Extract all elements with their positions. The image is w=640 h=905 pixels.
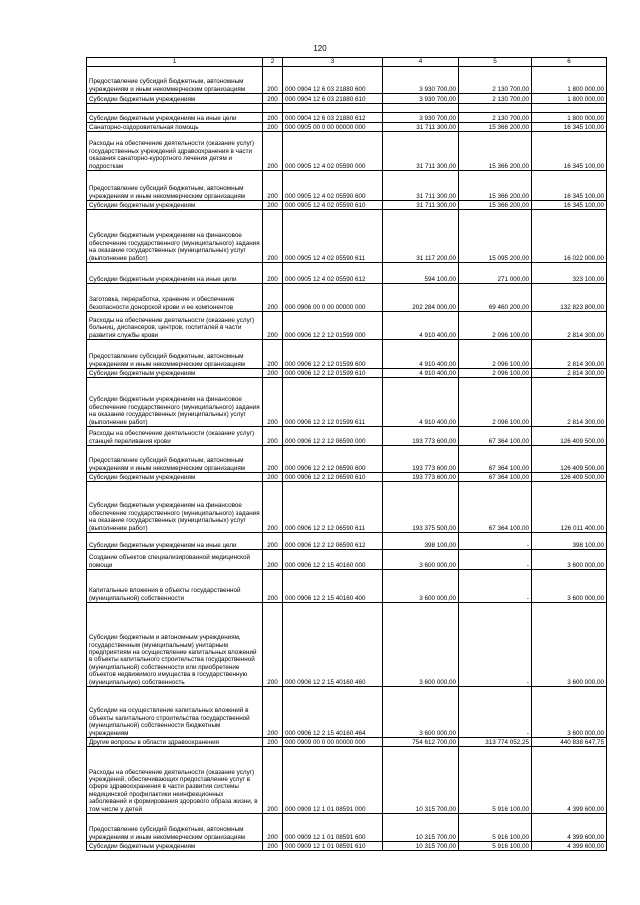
row-value-1: 3 930 700,00 xyxy=(383,94,459,104)
row-value-3: 16 345 100,00 xyxy=(532,201,607,210)
row-value-3: 398 100,00 xyxy=(532,533,607,550)
row-value-3: 323 100,00 xyxy=(532,263,607,284)
table-row xyxy=(87,132,607,171)
table-row xyxy=(87,533,607,550)
row-value-1: 4 910 400,00 xyxy=(383,369,459,378)
row-name: Субсидии на осуществление капитальных вложений в объекты капитального строительства государственной (муниципальной) собственности бюджетным учреждениям xyxy=(87,687,263,738)
table-row xyxy=(87,814,607,842)
row-name: Расходы на обеспечение деятельности (оказание услуг) учреждений, обеспечивающих предоставление услуг в сфере здравоохранения в части развития системы медицинской профилактики неинфекционных заболеваний и формирования здорового образа жизни, в том числе у детей xyxy=(87,747,263,814)
row-value-1: 193 773 600,00 xyxy=(383,473,459,482)
row-value-2: 67 364 100,00 xyxy=(459,446,532,473)
row-kbk: 000 0905 12 4 02 05590 600 xyxy=(283,171,383,201)
row-value-3: 126 409 500,00 xyxy=(532,446,607,473)
table-row xyxy=(87,482,607,533)
row-value-2 xyxy=(459,104,532,113)
row-name: Субсидии бюджетным учреждениям xyxy=(87,842,263,851)
row-value-1: 4 910 400,00 xyxy=(383,340,459,369)
row-kbk: 000 0906 12 2 12 06590 000 xyxy=(283,427,383,446)
row-value-1: 398 100,00 xyxy=(383,533,459,550)
row-value-1: 3 600 000,00 xyxy=(383,687,459,738)
row-name: Предоставление субсидий бюджетным, автономным учреждениям и иным некоммерческим организациям xyxy=(87,171,263,201)
row-kbk: 000 0905 12 4 02 05590 611 xyxy=(283,210,383,263)
row-value-1: 202 284 000,00 xyxy=(383,284,459,312)
row-kbk: 000 0906 12 2 15 40160 400 xyxy=(283,570,383,603)
row-value-1: 3 930 700,00 xyxy=(383,113,459,123)
row-kbk: 000 0906 12 2 12 01599 000 xyxy=(283,312,383,340)
row-code: 200 xyxy=(263,132,283,171)
row-code: 200 xyxy=(263,814,283,842)
row-value-1 xyxy=(383,104,459,113)
row-value-3: 3 600 000,00 xyxy=(532,603,607,687)
row-value-2: - xyxy=(459,570,532,603)
row-name: Субсидии бюджетным и автономным учреждениям, государственным (муниципальным) унитарным предприятиям на осуществление капитальных вложений в объекты капитального строительства государственной (муниципальной) собственности или приобретение объектов недвижимого имущества в государственную (муниципальную) собственность xyxy=(87,603,263,687)
row-kbk: 000 0906 12 2 12 06590 610 xyxy=(283,473,383,482)
row-value-1: 3 600 000,00 xyxy=(383,570,459,603)
table-row xyxy=(87,113,607,123)
row-name: Капитальные вложения в объекты государственной (муниципальной) собственности xyxy=(87,570,263,603)
row-kbk: 000 0906 12 2 12 06590 612 xyxy=(283,533,383,550)
row-value-1: 10 315 700,00 xyxy=(383,842,459,851)
row-kbk: 000 0906 12 2 12 06590 600 xyxy=(283,446,383,473)
row-name: Субсидии бюджетным учреждениям xyxy=(87,201,263,210)
budget-table xyxy=(86,57,607,851)
row-name: Заготовка, переработка, хранение и обеспечение безопасности донорской крови и ее компонентов xyxy=(87,284,263,312)
row-name: Предоставление субсидий бюджетным, автономным учреждениям и иным некоммерческим организациям xyxy=(87,340,263,369)
row-value-3: 4 399 600,00 xyxy=(532,747,607,814)
row-name: Расходы на обеспечение деятельности (оказание услуг) больниц, диспансеров, центров, госпиталей в части развития службы крови xyxy=(87,312,263,340)
row-kbk: 000 0906 12 2 15 40160 464 xyxy=(283,687,383,738)
row-code: 200 xyxy=(263,340,283,369)
row-value-1: 31 711 300,00 xyxy=(383,123,459,132)
row-value-2: 5 916 100,00 xyxy=(459,747,532,814)
column-number: 4 xyxy=(383,58,459,67)
row-code: 200 xyxy=(263,738,283,747)
column-number: 5 xyxy=(459,58,532,67)
row-value-1: 4 910 400,00 xyxy=(383,378,459,427)
table-row xyxy=(87,842,607,851)
row-value-3: 4 399 600,00 xyxy=(532,814,607,842)
row-code: 200 xyxy=(263,687,283,738)
row-kbk: 000 0904 12 6 03 21880 610 xyxy=(283,94,383,104)
row-value-2: 15 366 200,00 xyxy=(459,201,532,210)
row-value-1: 193 773 600,00 xyxy=(383,427,459,446)
table-row xyxy=(87,738,607,747)
row-code: 200 xyxy=(263,533,283,550)
row-code: 200 xyxy=(263,284,283,312)
row-code: 200 xyxy=(263,378,283,427)
row-value-2: 15 366 200,00 xyxy=(459,123,532,132)
row-name: Создание объектов специализированной медицинской помощи xyxy=(87,550,263,570)
row-code: 200 xyxy=(263,369,283,378)
row-kbk: 000 0909 12 1 01 08591 600 xyxy=(283,814,383,842)
row-value-1: 4 910 400,00 xyxy=(383,312,459,340)
row-value-1: 193 773 600,00 xyxy=(383,446,459,473)
row-value-2: - xyxy=(459,533,532,550)
row-kbk: 000 0906 12 2 15 40160 460 xyxy=(283,603,383,687)
row-value-2: 69 460 200,00 xyxy=(459,284,532,312)
table-row xyxy=(87,550,607,570)
row-kbk: 000 0906 12 2 12 06590 611 xyxy=(283,482,383,533)
row-code: 200 xyxy=(263,123,283,132)
row-value-3: 4 399 600,00 xyxy=(532,842,607,851)
row-code: 200 xyxy=(263,550,283,570)
row-value-2: 67 364 100,00 xyxy=(459,427,532,446)
row-kbk: 000 0906 12 2 12 01599 600 xyxy=(283,340,383,369)
row-code: 200 xyxy=(263,427,283,446)
row-value-3: 440 838 647,75 xyxy=(532,738,607,747)
table-row xyxy=(87,67,607,94)
row-name: Предоставление субсидий бюджетным, автономным учреждениям и иным некоммерческим организациям xyxy=(87,446,263,473)
row-kbk xyxy=(283,104,383,113)
row-value-1: 3 600 000,00 xyxy=(383,603,459,687)
row-name: Субсидии бюджетным учреждениям на иные цели xyxy=(87,263,263,284)
row-code: 200 xyxy=(263,171,283,201)
row-code: 200 xyxy=(263,94,283,104)
column-number: 6 xyxy=(532,58,607,67)
row-value-2: 67 364 100,00 xyxy=(459,482,532,533)
row-value-3: 126 011 400,00 xyxy=(532,482,607,533)
row-value-3: 126 409 500,00 xyxy=(532,427,607,446)
table-row xyxy=(87,603,607,687)
row-name: Субсидии бюджетным учреждениям на финансовое обеспечение государственного (муниципального) задания на оказание государственных (муниципальных) услуг (выполнение работ) xyxy=(87,482,263,533)
table-row xyxy=(87,123,607,132)
row-value-3: 16 345 100,00 xyxy=(532,123,607,132)
row-value-3: 126 409 500,00 xyxy=(532,473,607,482)
row-value-2: - xyxy=(459,603,532,687)
row-value-1: 3 930 700,00 xyxy=(383,67,459,94)
row-value-3: 1 800 000,00 xyxy=(532,113,607,123)
row-value-1: 754 612 700,00 xyxy=(383,738,459,747)
row-value-3: 132 823 800,00 xyxy=(532,284,607,312)
row-value-1: 594 100,00 xyxy=(383,263,459,284)
row-value-3: 1 800 000,00 xyxy=(532,67,607,94)
row-value-2: 271 000,00 xyxy=(459,263,532,284)
row-name: Субсидии бюджетным учреждениям xyxy=(87,94,263,104)
row-value-2: 2 130 700,00 xyxy=(459,94,532,104)
row-value-2: 15 095 200,00 xyxy=(459,210,532,263)
row-kbk: 000 0909 12 1 01 08591 000 xyxy=(283,747,383,814)
table-row xyxy=(87,570,607,603)
column-number: 1 xyxy=(87,58,263,67)
row-value-3: 2 814 300,00 xyxy=(532,340,607,369)
row-value-3: 2 814 300,00 xyxy=(532,312,607,340)
row-value-1: 3 600 000,00 xyxy=(383,550,459,570)
row-name: Санаторно-оздоровительная помощь xyxy=(87,123,263,132)
row-kbk: 000 0905 12 4 02 05590 612 xyxy=(283,263,383,284)
row-kbk: 000 0906 00 0 00 00000 000 xyxy=(283,284,383,312)
row-value-1: 31 711 300,00 xyxy=(383,171,459,201)
row-name: Субсидии бюджетным учреждениям на финансовое обеспечение государственного (муниципального) задания на оказание государственных (муниципальных) услуг (выполнение работ) xyxy=(87,378,263,427)
row-value-1: 10 315 700,00 xyxy=(383,747,459,814)
table-row xyxy=(87,94,607,104)
row-value-3: 3 600 000,00 xyxy=(532,570,607,603)
row-value-3: 1 800 000,00 xyxy=(532,94,607,104)
row-kbk: 000 0909 00 0 00 00000 000 xyxy=(283,738,383,747)
row-name: Субсидии бюджетным учреждениям на иные цели xyxy=(87,533,263,550)
row-value-3 xyxy=(532,104,607,113)
row-value-2: 15 366 200,00 xyxy=(459,171,532,201)
table-row xyxy=(87,171,607,201)
table-body xyxy=(87,67,607,851)
row-name: Расходы на обеспечение деятельности (оказание услуг) станций переливания крови xyxy=(87,427,263,446)
row-kbk: 000 0906 12 2 15 40160 000 xyxy=(283,550,383,570)
row-value-2: - xyxy=(459,687,532,738)
table-row xyxy=(87,446,607,473)
row-code: 200 xyxy=(263,210,283,263)
row-value-3: 16 345 100,00 xyxy=(532,171,607,201)
row-value-2: - xyxy=(459,550,532,570)
row-code: 200 xyxy=(263,67,283,94)
row-value-3: 3 600 000,00 xyxy=(532,687,607,738)
row-kbk: 000 0905 12 4 02 05590 000 xyxy=(283,132,383,171)
row-kbk: 000 0906 12 2 12 01599 611 xyxy=(283,378,383,427)
row-value-1: 31 711 300,00 xyxy=(383,132,459,171)
row-kbk: 000 0906 12 2 12 01599 610 xyxy=(283,369,383,378)
row-name: Субсидии бюджетным учреждениям на иные цели xyxy=(87,113,263,123)
row-value-2: 2 130 700,00 xyxy=(459,113,532,123)
table-row xyxy=(87,263,607,284)
row-code: 200 xyxy=(263,201,283,210)
table-row xyxy=(87,747,607,814)
row-value-1: 193 375 500,00 xyxy=(383,482,459,533)
row-code: 200 xyxy=(263,482,283,533)
row-code: 200 xyxy=(263,473,283,482)
row-value-2: 2 096 100,00 xyxy=(459,312,532,340)
row-name: Субсидии бюджетным учреждениям xyxy=(87,369,263,378)
row-value-3: 16 345 100,00 xyxy=(532,132,607,171)
table-row xyxy=(87,427,607,446)
table-row xyxy=(87,473,607,482)
row-code: 200 xyxy=(263,446,283,473)
table-row xyxy=(87,210,607,263)
table-row xyxy=(87,104,607,113)
row-name: Субсидии бюджетным учреждениям xyxy=(87,473,263,482)
column-number: 3 xyxy=(283,58,383,67)
row-name: Предоставление субсидий бюджетным, автономным учреждениям и иным некоммерческим организациям xyxy=(87,814,263,842)
row-value-2: 2 130 700,00 xyxy=(459,67,532,94)
row-code: 200 xyxy=(263,312,283,340)
row-name: Расходы на обеспечение деятельности (оказание услуг) государственных учреждений здравоохранения в части оказания санаторно-курортного лечения детям и подросткам xyxy=(87,132,263,171)
row-name: Субсидии бюджетным учреждениям на финансовое обеспечение государственного (муниципального) задания на оказание государственных (муниципальных) услуг (выполнение работ) xyxy=(87,210,263,263)
row-value-1: 31 711 300,00 xyxy=(383,201,459,210)
row-value-2: 5 916 100,00 xyxy=(459,842,532,851)
row-name xyxy=(87,104,263,113)
row-value-2: 5 916 100,00 xyxy=(459,814,532,842)
row-value-2: 15 366 200,00 xyxy=(459,132,532,171)
row-value-3: 2 814 300,00 xyxy=(532,378,607,427)
column-number-row xyxy=(87,58,607,67)
row-value-2: 2 096 100,00 xyxy=(459,340,532,369)
row-code: 200 xyxy=(263,603,283,687)
table-row xyxy=(87,340,607,369)
table-row xyxy=(87,687,607,738)
row-code: 200 xyxy=(263,842,283,851)
table-row xyxy=(87,378,607,427)
row-kbk: 000 0904 12 6 03 21880 612 xyxy=(283,113,383,123)
row-value-2: 67 364 100,00 xyxy=(459,473,532,482)
table-row xyxy=(87,369,607,378)
row-value-3: 16 022 000,00 xyxy=(532,210,607,263)
row-value-3: 3 600 000,00 xyxy=(532,550,607,570)
row-code: 200 xyxy=(263,570,283,603)
row-code: 200 xyxy=(263,263,283,284)
table-row xyxy=(87,284,607,312)
row-kbk: 000 0905 12 4 02 05590 610 xyxy=(283,201,383,210)
row-value-3: 2 814 300,00 xyxy=(532,369,607,378)
row-kbk: 000 0905 00 0 00 00000 000 xyxy=(283,123,383,132)
column-number: 2 xyxy=(263,58,283,67)
row-kbk: 000 0904 12 6 03 21880 600 xyxy=(283,67,383,94)
table-row xyxy=(87,201,607,210)
row-code: 200 xyxy=(263,747,283,814)
table-row xyxy=(87,312,607,340)
row-value-2: 313 774 052,25 xyxy=(459,738,532,747)
row-value-1: 10 315 700,00 xyxy=(383,814,459,842)
row-value-2: 2 096 100,00 xyxy=(459,369,532,378)
row-value-1: 31 117 200,00 xyxy=(383,210,459,263)
row-kbk: 000 0909 12 1 01 08591 610 xyxy=(283,842,383,851)
row-code: 200 xyxy=(263,113,283,123)
page-number: 120 xyxy=(313,44,327,53)
row-name: Предоставление субсидий бюджетным, автономным учреждениям и иным некоммерческим организациям xyxy=(87,67,263,94)
row-value-2: 2 096 100,00 xyxy=(459,378,532,427)
row-code xyxy=(263,104,283,113)
row-name: Другие вопросы в области здравоохранения xyxy=(87,738,263,747)
